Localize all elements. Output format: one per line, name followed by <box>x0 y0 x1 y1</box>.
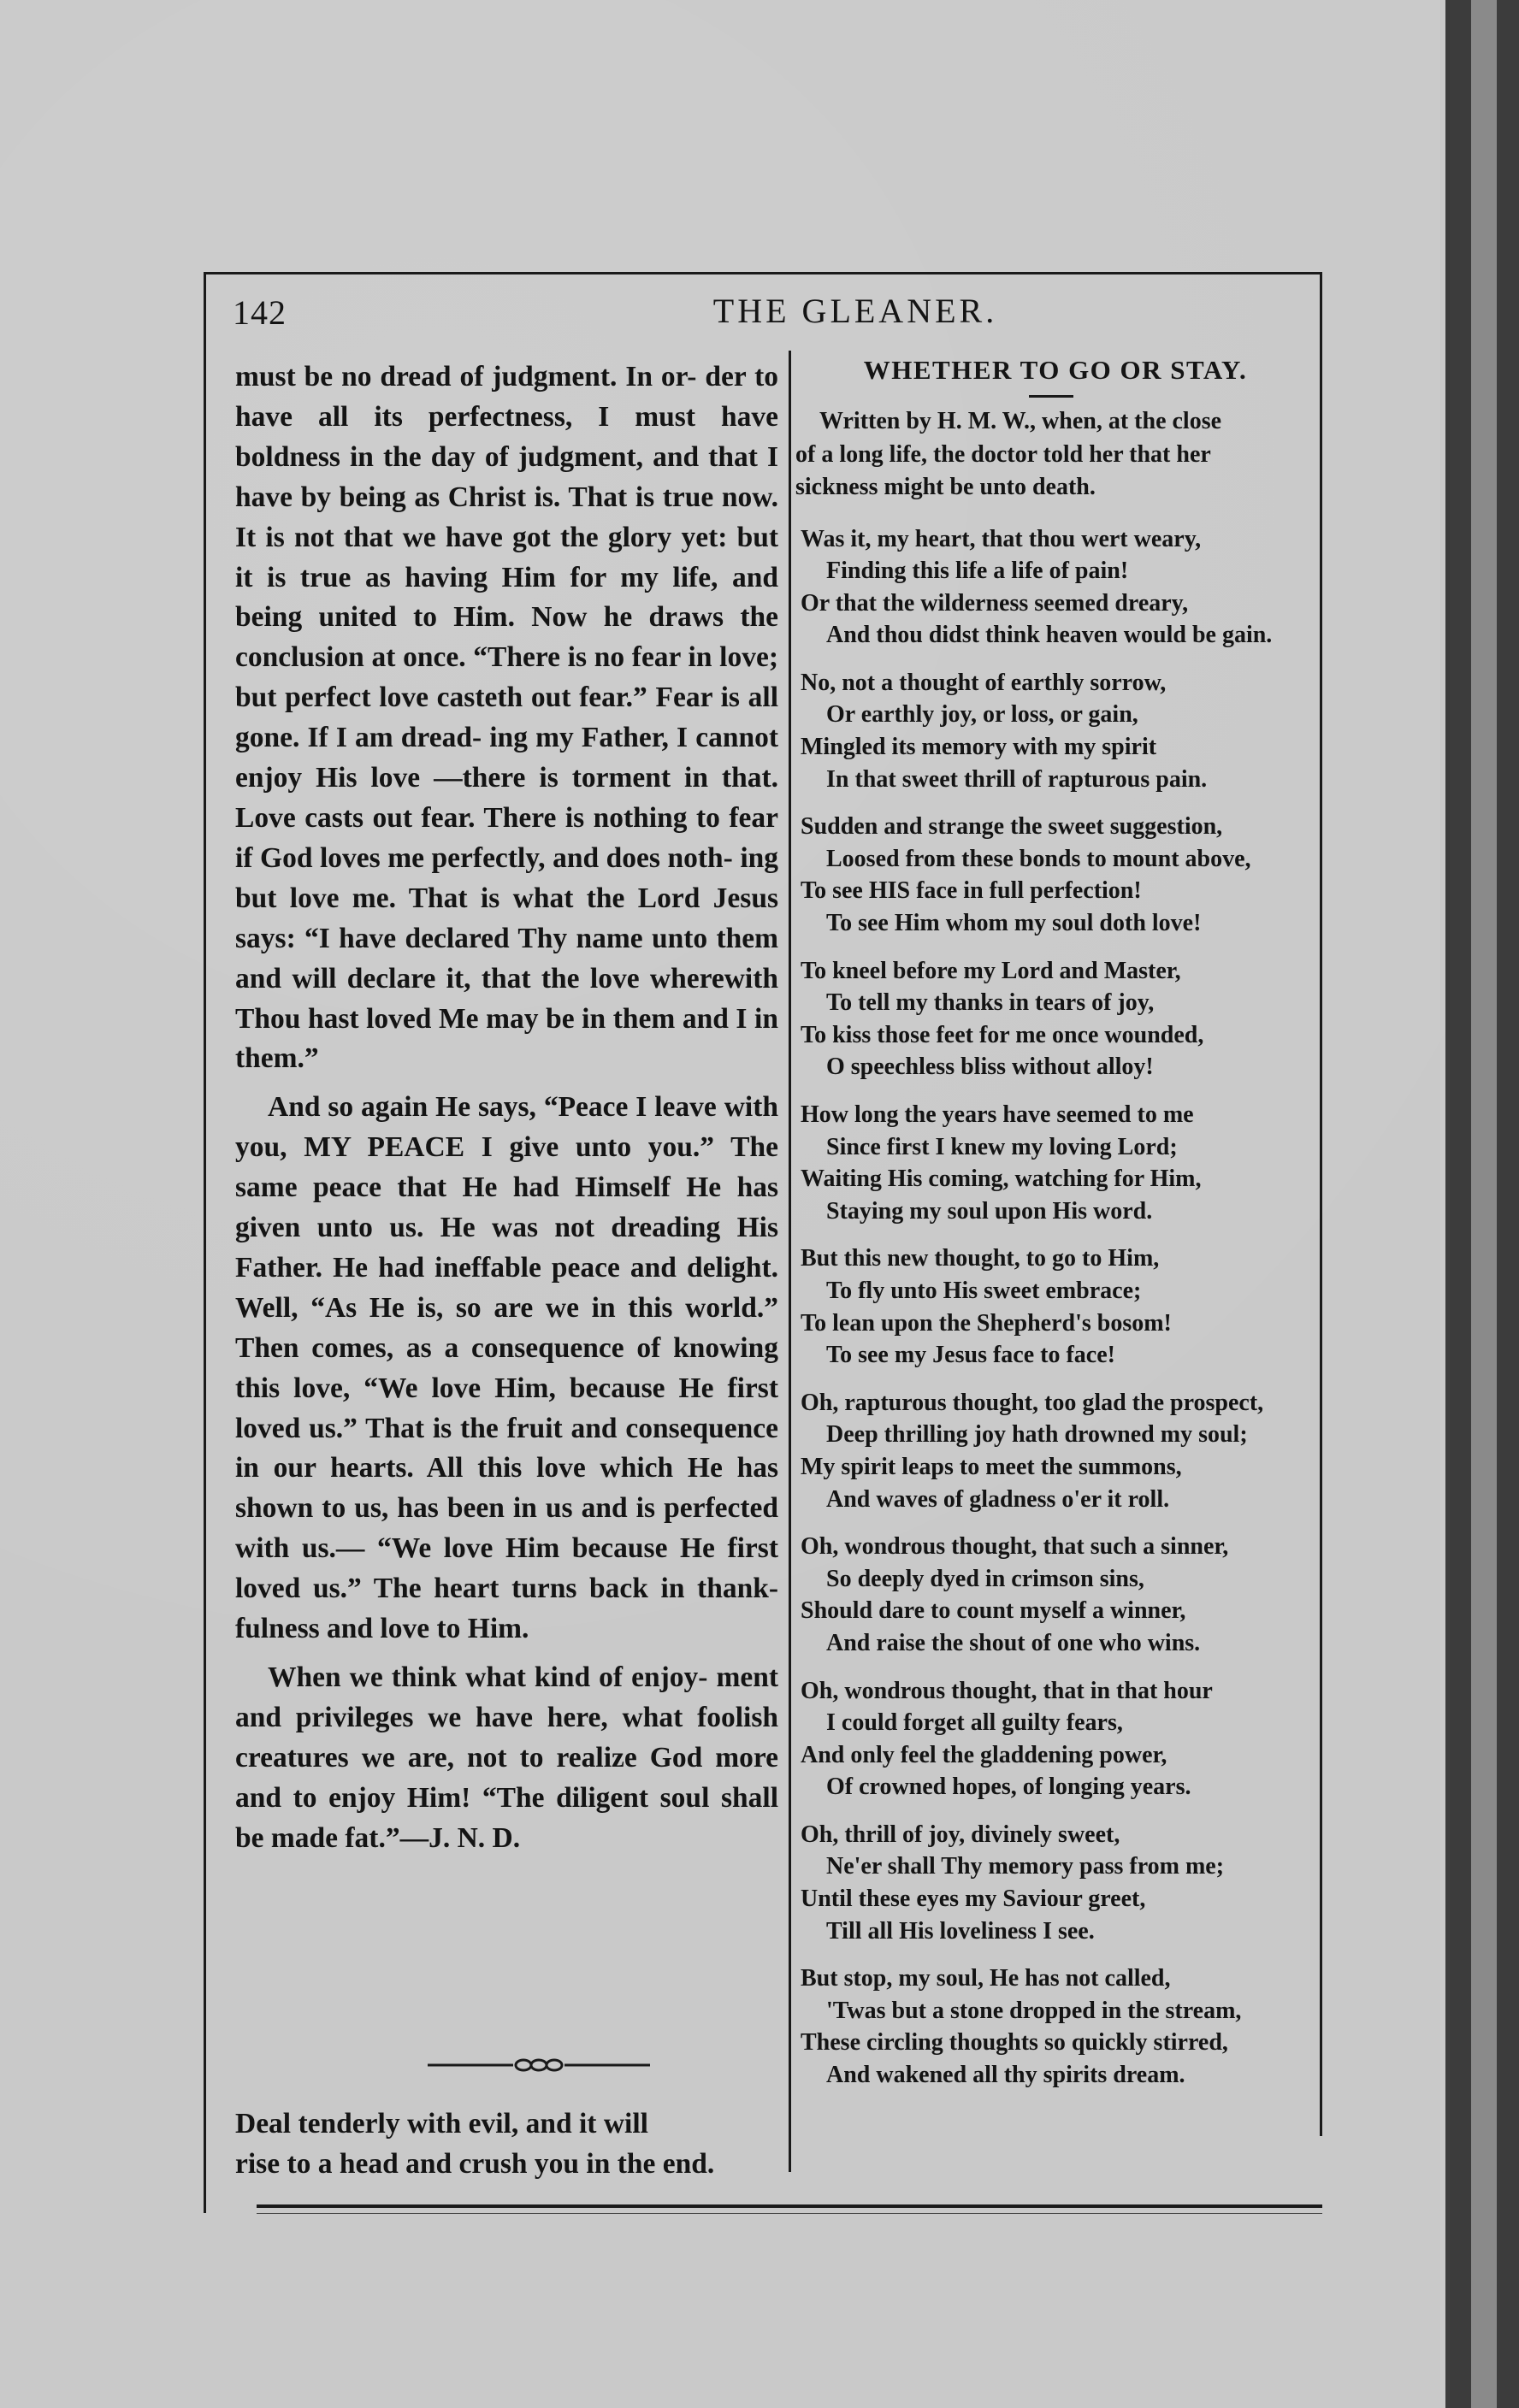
poem-stanza <box>795 667 1315 795</box>
poem-line: Was it, my heart, that thou wert weary, <box>801 525 1202 552</box>
poem-stanza <box>795 1099 1315 1227</box>
text-line: fulness and love to Him. <box>235 1613 529 1645</box>
column-divider-rule <box>789 351 791 2172</box>
text-line: have boldness in the day of judgment, <box>235 400 778 473</box>
poem-line: But stop, my soul, He has not called, <box>801 1965 1171 1992</box>
text-line: been in us and is perfected with us.— <box>235 1492 779 1565</box>
poem-stanza <box>795 1675 1315 1803</box>
running-title: THE GLEANER. <box>712 292 998 330</box>
body-paragraph <box>235 357 778 1079</box>
text-line: Me may be in them and I in them.” <box>235 1002 778 1075</box>
poem-line: O speechless bliss without alloy! <box>826 1054 1154 1081</box>
poem-line: Should dare to count myself a winner, <box>801 1597 1186 1625</box>
text-line: When we think what kind of enjoy- <box>268 1661 708 1693</box>
poem-line: Oh, rapturous thought, too glad the prospect, <box>801 1389 1264 1416</box>
text-line: in love; but perfect love casteth out <box>235 641 778 714</box>
poem-line: Staying my soul upon His word. <box>826 1197 1153 1225</box>
text-line: this love, “We love Him, because He <box>235 1372 714 1404</box>
next-page-edge <box>1471 0 1497 2408</box>
text-line: us.” The heart turns back in thank- <box>312 1573 779 1605</box>
poem-line: Ne'er shall Thy memory pass from me; <box>826 1853 1225 1880</box>
poem-line: To lean upon the Shepherd's bosom! <box>801 1309 1172 1337</box>
poem-line: Loosed from these bonds to mount above, <box>826 845 1251 872</box>
poem-line: Of crowned hopes, of longing years. <box>826 1774 1191 1801</box>
poem-line: In that sweet thrill of rapturous pain. <box>826 765 1208 793</box>
text-line: name unto them and will declare it, <box>235 922 779 994</box>
text-line: was not dreading His Father. He had <box>235 1212 778 1284</box>
text-line: N. D. <box>457 1821 521 1854</box>
poem-line: Oh, thrill of joy, divinely sweet, <box>801 1821 1120 1848</box>
text-line: —there is torment in that. Love casts <box>235 762 778 834</box>
poem-column <box>795 351 1315 2107</box>
poem-stanza <box>795 1819 1315 1947</box>
body-paragraph <box>235 1088 778 1650</box>
bottom-rule-thin <box>257 2213 1322 2214</box>
text-line: ing but love me. That is what the <box>235 841 779 914</box>
poem-line: Oh, wondrous thought, that in that hour <box>801 1677 1213 1704</box>
poem-line: I could forget all guilty fears, <box>826 1709 1123 1737</box>
text-line: ineffable peace and delight. Well, “As <box>235 1251 779 1324</box>
maxim-line: Deal tenderly with evil, and it will <box>235 2108 648 2139</box>
left-column-text <box>235 357 778 1859</box>
poem-line: To kneel before my Lord and Master, <box>801 957 1181 984</box>
text-line: united to Him. Now he draws the <box>318 601 778 634</box>
bottom-rule <box>257 2204 1322 2208</box>
poem-line: No, not a thought of earthly sorrow, <box>801 669 1167 696</box>
text-line: God loves me perfectly, and does noth- <box>260 841 733 874</box>
poem-line: Finding this life a life of pain! <box>826 558 1129 585</box>
poem-line: Until these eyes my Saviour greet, <box>801 1886 1146 1913</box>
poem-line: To fly unto His sweet embrace; <box>826 1277 1142 1304</box>
text-line: God more and to enjoy Him! “The <box>235 1741 778 1814</box>
poem-intro-line: of a long life, the doctor told her that her <box>795 440 1211 468</box>
poem-line: Or that the wilderness seemed dreary, <box>801 589 1189 617</box>
text-line: love which He has shown to us, has <box>235 1452 778 1525</box>
text-line: conclusion at once. “There is no fear <box>235 641 681 674</box>
poem-line: Waiting His coming, watching for Him, <box>801 1166 1202 1193</box>
poem-line: And only feel the gladdening power, <box>801 1741 1167 1768</box>
poem-line: To see Him whom my soul doth love! <box>826 910 1202 937</box>
poem-line: And waves of gladness o'er it roll. <box>826 1485 1170 1513</box>
page-number: 142 <box>233 293 287 332</box>
poem-line: So deeply dyed in crimson sins, <box>826 1565 1144 1592</box>
poem-line: How long the years have seemed to me <box>801 1101 1194 1128</box>
poem-stanza <box>795 523 1315 652</box>
poem-stanza <box>795 1242 1315 1371</box>
body-paragraph <box>235 1658 778 1859</box>
text-line: first loved us.” That is the fruit and <box>235 1372 778 1444</box>
text-line: “We love Him because He first loved <box>235 1532 778 1605</box>
poem-line: Or earthly joy, or loss, or gain, <box>826 701 1138 729</box>
text-line: must be no dread of judgment. In or- <box>235 361 697 392</box>
text-line: out fear. There is nothing to fear if <box>235 801 779 874</box>
text-line: Lord Jesus says: “I have declared Thy <box>235 882 779 954</box>
text-line: that the love wherewith Thou hast loved <box>235 962 779 1035</box>
poem-intro <box>795 405 1315 505</box>
text-line: And so again He says, “Peace I <box>268 1091 647 1124</box>
closing-maxim <box>235 2104 778 2184</box>
text-line: diligent soul shall be made fat.”—J. <box>235 1781 779 1854</box>
poem-line: And wakened all thy spirits dream. <box>826 2062 1185 2089</box>
text-line: you.” The same peace that He had <box>235 1131 779 1204</box>
poem-line: To tell my thanks in tears of joy, <box>826 989 1155 1017</box>
poem-line: Since first I knew my loving Lord; <box>826 1133 1178 1160</box>
text-line: comes, as a consequence of knowing <box>311 1331 778 1364</box>
text-line: ing my Father, I cannot enjoy His love <box>235 722 778 794</box>
poem-stanzas <box>795 523 1315 2092</box>
text-line: der to have all its perfectness, I must <box>235 361 779 433</box>
poem-line: Mingled its memory with my spirit <box>801 734 1157 761</box>
poem-title: WHETHER TO GO OR STAY. <box>863 355 1248 385</box>
frame-top-rule <box>204 272 1322 274</box>
poem-line: My spirit leaps to meet the summons, <box>801 1453 1182 1480</box>
poem-line: Sudden and strange the sweet suggestion, <box>801 813 1223 841</box>
poem-stanza <box>795 811 1315 939</box>
poem-stanza <box>795 1387 1315 1515</box>
text-line: consequence in our hearts. All this <box>235 1412 779 1484</box>
text-line: That is true now. It is not that we <box>235 481 778 553</box>
poem-stanza <box>795 1962 1315 2091</box>
poem-line: To see HIS face in full perfection! <box>801 877 1142 905</box>
poem-line: And thou didst think heaven would be gain. <box>826 622 1273 649</box>
text-line: as having Him for my life, and being <box>235 561 778 634</box>
poem-line: To kiss those feet for me once wounded, <box>801 1021 1204 1048</box>
poem-line: But this new thought, to go to Him, <box>801 1245 1160 1272</box>
text-line: ment and privileges we have here, what <box>235 1661 779 1733</box>
poem-stanza <box>795 1531 1315 1659</box>
text-line: fear.” Fear is all gone. If I am dread- <box>235 682 779 754</box>
text-line: Himself He has given unto us. He <box>235 1172 778 1244</box>
poem-stanza <box>795 955 1315 1083</box>
poem-intro-line: sickness might be unto death. <box>795 474 1096 500</box>
text-line: leave with you, MY PEACE I give unto <box>235 1091 778 1164</box>
poem-line: These circling thoughts so quickly stirred, <box>801 2029 1228 2057</box>
frame-right-rule <box>1320 272 1322 2136</box>
frame-left-rule <box>204 272 206 2213</box>
poem-line: Deep thrilling joy hath drowned my soul; <box>826 1421 1248 1449</box>
text-line: have got the glory yet: but it is true <box>235 521 779 593</box>
poem-line: Till all His loveliness I see. <box>826 1917 1095 1945</box>
poem-line: 'Twas but a stone dropped in the stream, <box>826 1997 1242 2024</box>
poem-line: And raise the shout of one who wins. <box>826 1629 1201 1656</box>
ornament-divider <box>428 2052 650 2078</box>
poem-intro-line: Written by H. M. W., when, at the close <box>819 408 1222 434</box>
poem-line: Oh, wondrous thought, that such a sinner, <box>801 1533 1229 1561</box>
poem-line: To see my Jesus face to face! <box>826 1342 1115 1369</box>
text-line: and that I have by being as Christ is. <box>235 440 778 513</box>
maxim-line: rise to a head and crush you in the end. <box>235 2148 715 2180</box>
text-line: He is, so are we in this world.” Then <box>235 1291 778 1364</box>
text-line: foolish creatures we are, not to realize <box>235 1701 779 1774</box>
